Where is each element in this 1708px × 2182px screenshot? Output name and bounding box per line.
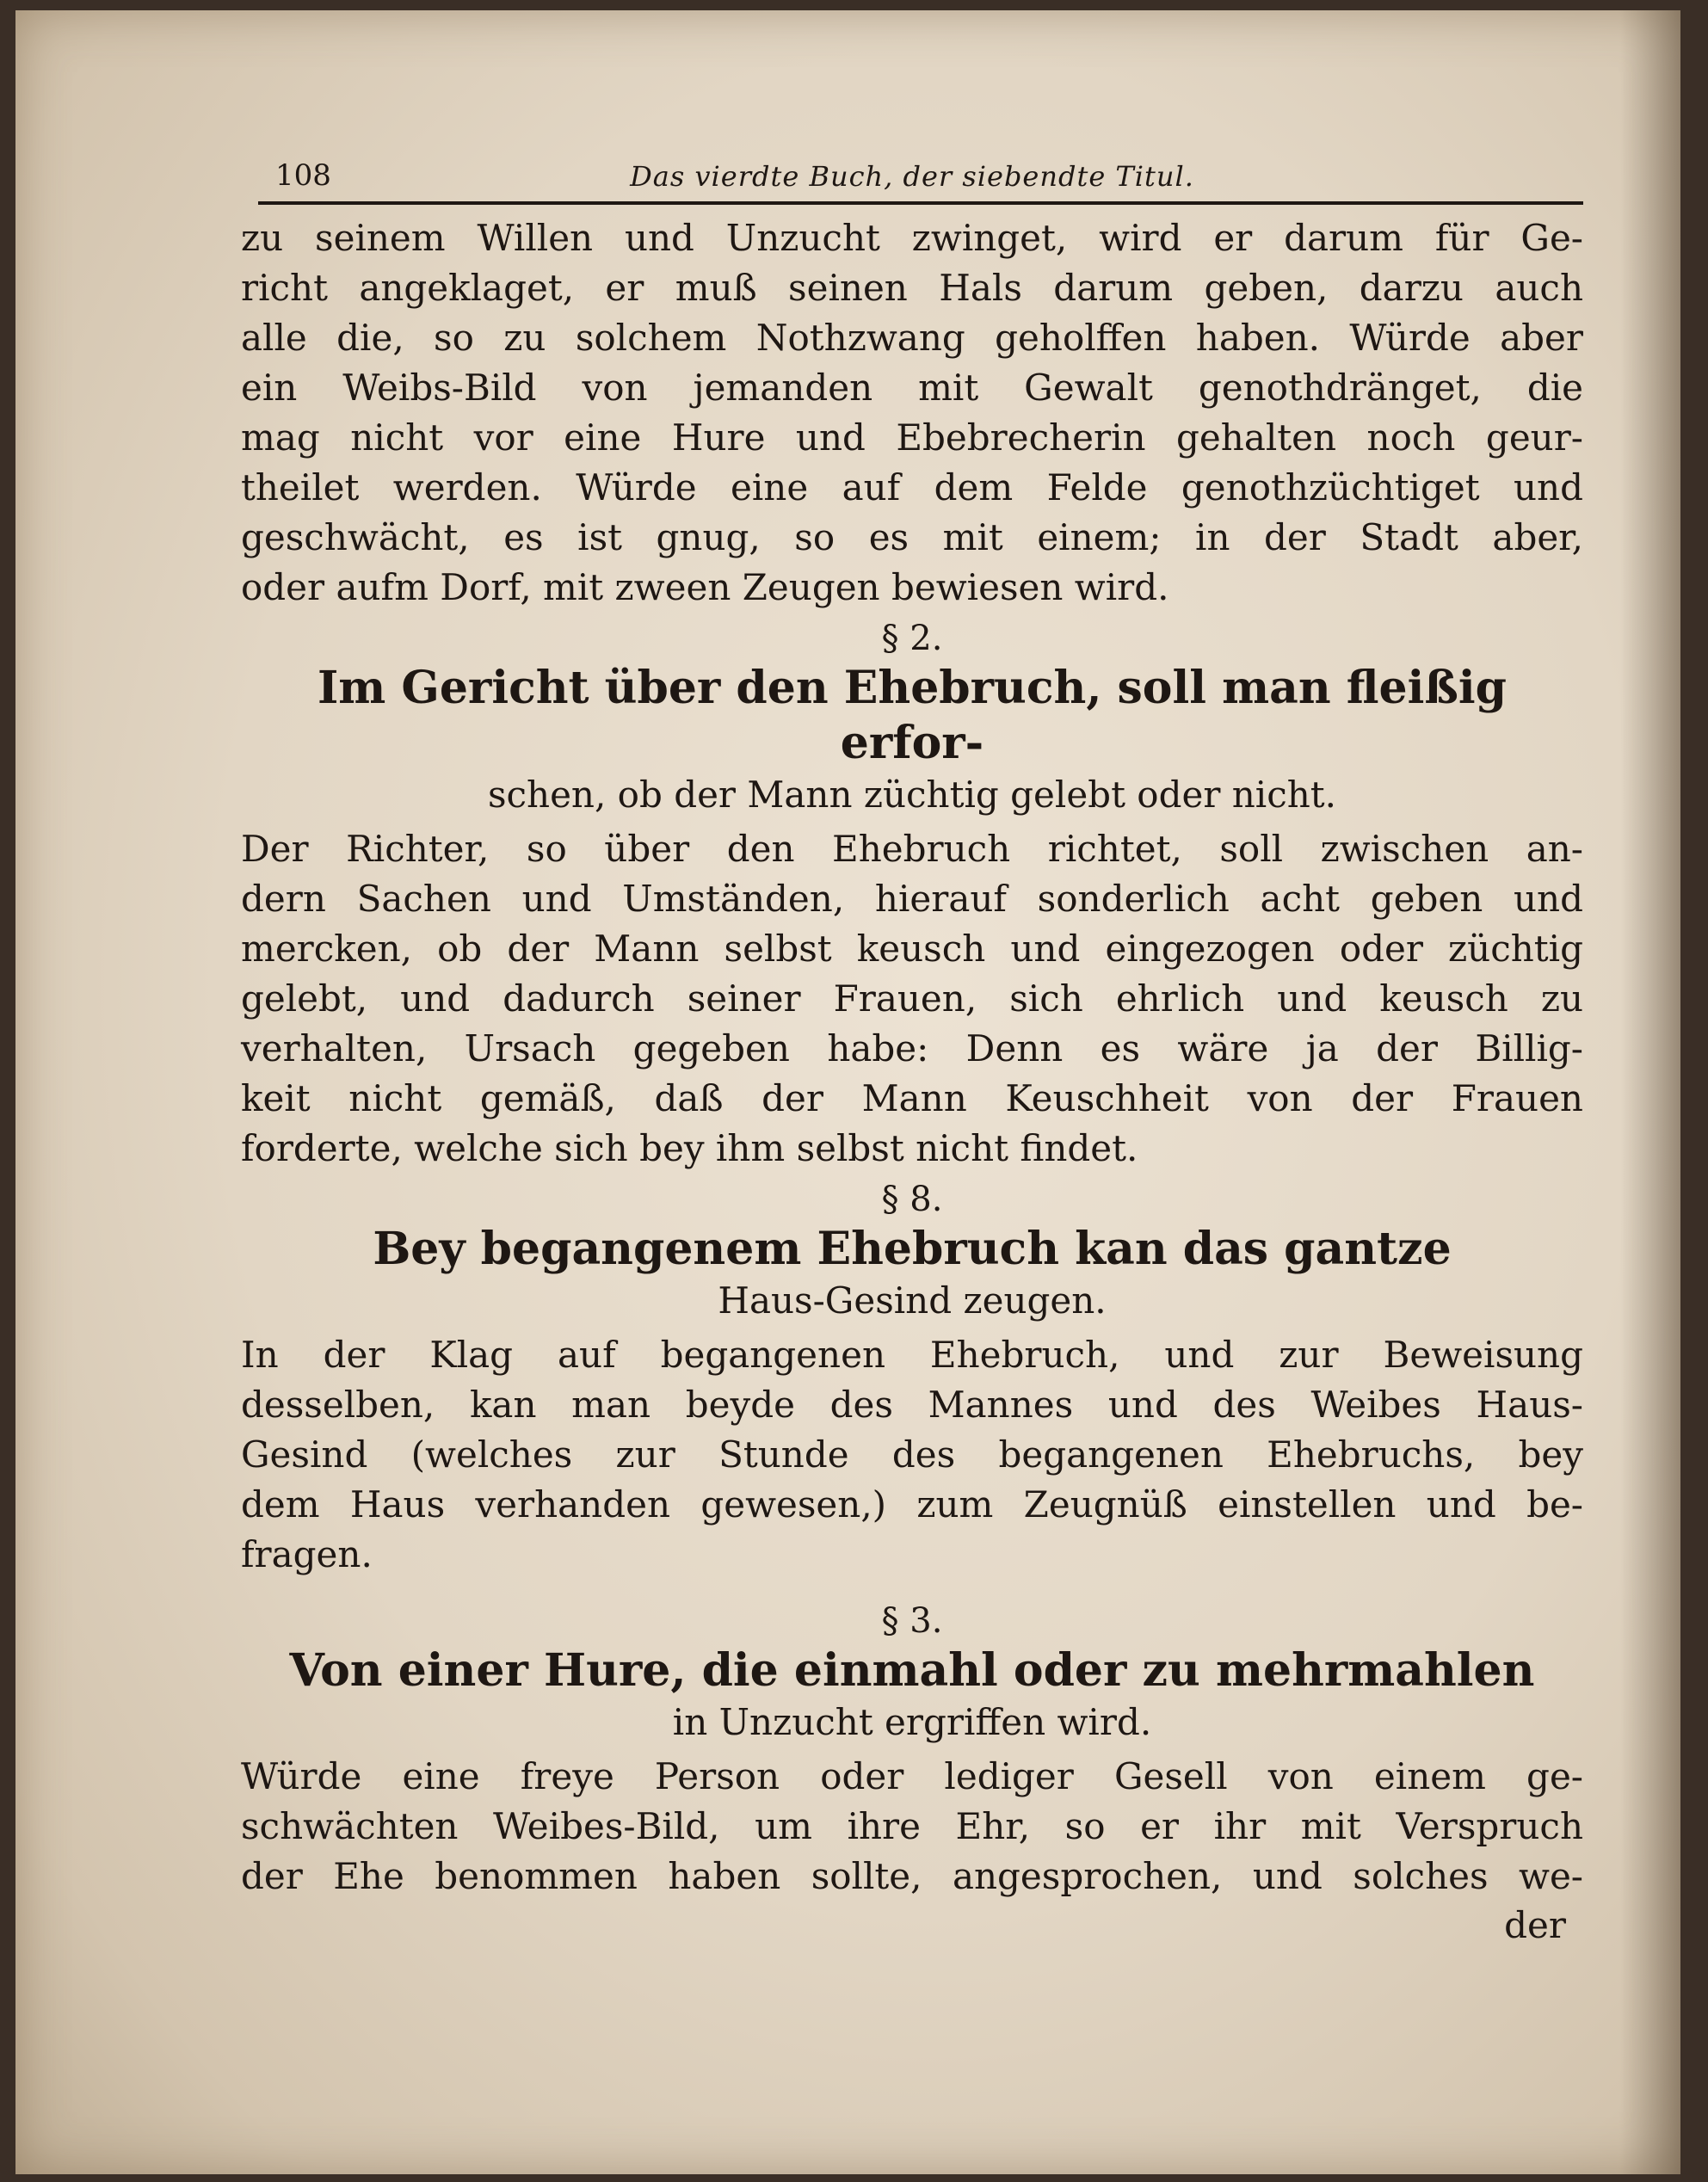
section-heading: Im Gericht über den Ehebruch, soll man fleißig erfor- <box>317 662 1507 769</box>
text-line: ein Weibs-Bild von jemanden mit Gewalt genothdränget, die <box>241 367 1583 409</box>
text-line: alle die, so zu solchem Nothzwang geholffen haben. Würde aber <box>241 317 1583 359</box>
text-block <box>241 157 1583 1950</box>
section-subheading: schen, ob der Mann züchtig gelebt oder nicht. <box>487 774 1337 816</box>
text-line: keit nicht gemäß, daß der Mann Keuschheit von der Frauen <box>241 1077 1583 1119</box>
text-line: dern Sachen und Umständen, hierauf sonderlich acht geben und <box>241 878 1583 920</box>
section-body <box>241 824 1583 1174</box>
section-subheading: Haus-Gesind zeugen. <box>718 1279 1107 1322</box>
text-line: In der Klag auf begangenen Ehebruch, und zur Beweisung <box>241 1334 1583 1376</box>
running-head <box>241 157 1583 198</box>
section-heading: Von einer Hure, die einmahl oder zu mehrmahlen <box>289 1644 1535 1697</box>
section-mark: § 2. <box>881 619 943 658</box>
text-line: schwächten Weibes-Bild, um ihre Ehr, so er ihr mit Verspruch <box>241 1805 1583 1847</box>
text-line: dem Haus verhanden gewesen,) zum Zeugnüß einstellen und be- <box>241 1483 1583 1526</box>
section-heading: Bey begangenem Ehebruch kan das gantze <box>373 1223 1452 1275</box>
section-subheading: in Unzucht ergriffen wird. <box>672 1701 1152 1743</box>
text-line: Der Richter, so über den Ehebruch richtet, soll zwischen an- <box>241 828 1583 870</box>
text-line: mag nicht vor eine Hure und Ebebrecherin gehalten noch geur- <box>241 416 1583 459</box>
text-line: zu seinem Willen und Unzucht zwinget, wird er darum für Ge- <box>241 217 1583 259</box>
text-line: forderte, welche sich bey ihm selbst nicht findet. <box>241 1127 1138 1169</box>
page-number: 108 <box>275 158 331 193</box>
text-line: mercken, ob der Mann selbst keusch und eingezogen oder züchtig <box>241 928 1583 970</box>
section-body <box>241 1752 1583 1902</box>
text-line: theilet werden. Würde eine auf dem Felde genothzüchtiget und <box>241 466 1583 509</box>
text-line: der Ehe benommen haben sollte, angesprochen, und solches we- <box>241 1855 1583 1897</box>
text-line: fragen. <box>241 1533 373 1575</box>
text-line: verhalten, Ursach gegeben habe: Denn es wäre ja der Billig- <box>241 1027 1583 1069</box>
text-line: oder aufm Dorf, mit zween Zeugen bewiesen wird. <box>241 566 1169 608</box>
section-mark: § 8. <box>881 1180 943 1219</box>
running-head-title: Das vierdte Buch, der siebendte Titul. <box>630 160 1194 193</box>
section-body <box>241 1330 1583 1580</box>
text-line: geschwächt, es ist gnug, so es mit einem; in der Stadt aber, <box>241 516 1583 558</box>
header-rule <box>258 201 1583 205</box>
text-line: gelebt, und dadurch seiner Frauen, sich ehrlich und keusch zu <box>241 977 1583 1020</box>
text-line: richt angeklaget, er muß seinen Hals darum geben, darzu auch <box>241 267 1583 309</box>
text-line: Würde eine freye Person oder lediger Gesell von einem ge- <box>241 1755 1583 1797</box>
book-page <box>15 10 1680 2174</box>
catchword: der <box>1504 1904 1566 1946</box>
section-mark: § 3. <box>881 1601 943 1641</box>
page-shadow <box>1620 10 1680 2174</box>
text-line: desselben, kan man beyde des Mannes und des Weibes Haus- <box>241 1384 1583 1426</box>
text-line: Gesind (welches zur Stunde des begangenen Ehebruchs, bey <box>241 1433 1583 1476</box>
paragraph-continuation <box>241 213 1583 613</box>
